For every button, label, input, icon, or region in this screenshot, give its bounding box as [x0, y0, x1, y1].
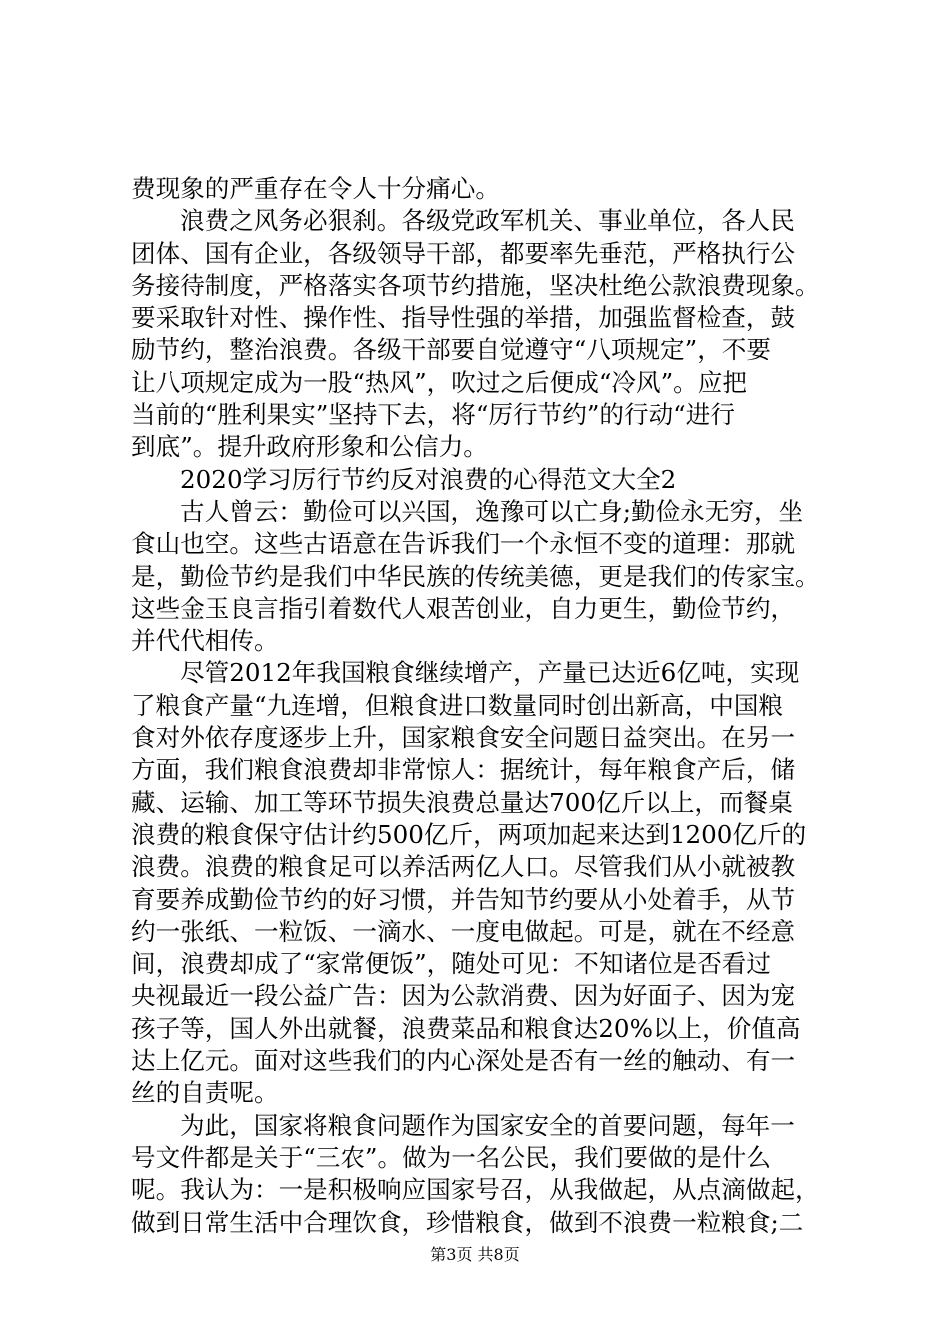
text-line: 励节约，整治浪费。各级干部要自觉遵守“八项规定”，不要 [131, 335, 771, 365]
text-line: 食山也空。这些古语意在告诉我们一个永恒不变的道理：那就 [131, 529, 796, 559]
text-line: 藏、运输、加工等环节损失浪费总量达700亿斤以上，而餐桌 [131, 787, 793, 817]
text-line: 孩子等，国人外出就餐，浪费菜品和粮食达20%以上，价值高 [131, 1013, 801, 1043]
paragraph-start-line: 为此，国家将粮食问题作为国家安全的首要问题，每年一 [180, 1110, 795, 1140]
text-line: 做到日常生活中合理饮食，珍惜粮食，做到不浪费一粒粮食;二 [131, 1207, 804, 1237]
text-line: 这些金玉良言指引着数代人艰苦创业，自力更生，勤俭节约， [131, 593, 796, 623]
text-line: 务接待制度，严格落实各项节约措施，坚决杜绝公款浪费现象。 [131, 270, 820, 300]
text-line: 是，勤俭节约是我们中华民族的传统美德，更是我们的传家宝。 [131, 561, 820, 591]
text-line: 丝的自责呢。 [131, 1078, 279, 1108]
section-heading: 2020学习厉行节约反对浪费的心得范文大全2 [180, 464, 677, 494]
text-line: 了粮食产量“九连增，但粮食进口数量同时创出新高，中国粮 [131, 690, 784, 720]
document-body [131, 173, 823, 1239]
text-line: 呢。我认为：一是积极响应国家号召，从我做起，从点滴做起， [131, 1175, 820, 1205]
paragraph-start-line: 浪费之风务必狠刹。各级党政军机关、事业单位，各人民 [180, 206, 795, 236]
text-line: 要采取针对性、操作性、指导性强的举措，加强监督检查，鼓 [131, 303, 796, 333]
text-line: 费现象的严重存在令人十分痛心。 [131, 174, 500, 203]
text-line: 团体、国有企业，各级领导干部，都要率先垂范，严格执行公 [131, 238, 796, 268]
text-line: 央视最近一段公益广告：因为公款消费、因为好面子、因为宠 [131, 981, 796, 1011]
text-line: 当前的“胜利果实”坚持下去，将“厉行节约”的行动“进行 [131, 400, 735, 430]
paragraph-start-line: 古人曾云：勤俭可以兴国，逸豫可以亡身;勤俭永无穷，坐 [180, 496, 804, 526]
text-line: 育要养成勤俭节约的好习惯，并告知节约要从小处着手，从节 [131, 884, 796, 914]
text-line: 食对外依存度逐步上升，国家粮食安全问题日益突出。在另一 [131, 723, 796, 753]
text-line: 号文件都是关于“三农”。做为一名公民，我们要做的是什么 [131, 1142, 771, 1172]
text-line: 并代代相传。 [131, 626, 279, 656]
text-line: 达上亿元。面对这些我们的内心深处是否有一丝的触动、有一 [131, 1046, 796, 1076]
text-line: 方面，我们粮食浪费却非常惊人：据统计，每年粮食产后，储 [131, 755, 796, 785]
paragraph-start-line: 尽管2012年我国粮食继续增产，产量已达近6亿吨，实现 [180, 658, 800, 688]
text-line: 浪费。浪费的粮食足可以养活两亿人口。尽管我们从小就被教 [131, 852, 796, 882]
text-line: 约一张纸、一粒饭、一滴水、一度电做起。可是，就在不经意 [131, 916, 796, 946]
text-line: 让八项规定成为一股“热风”，吹过之后便成“冷风”。应把 [131, 367, 747, 397]
text-line: 浪费的粮食保守估计约500亿斤，两项加起来达到1200亿斤的 [131, 819, 807, 849]
text-line: 到底”。提升政府形象和公信力。 [131, 432, 488, 462]
page-number-footer: 第3页 共8页 [430, 1245, 520, 1264]
text-line: 间，浪费却成了“家常便饭”，随处可见：不知诸位是否看过 [131, 949, 771, 979]
